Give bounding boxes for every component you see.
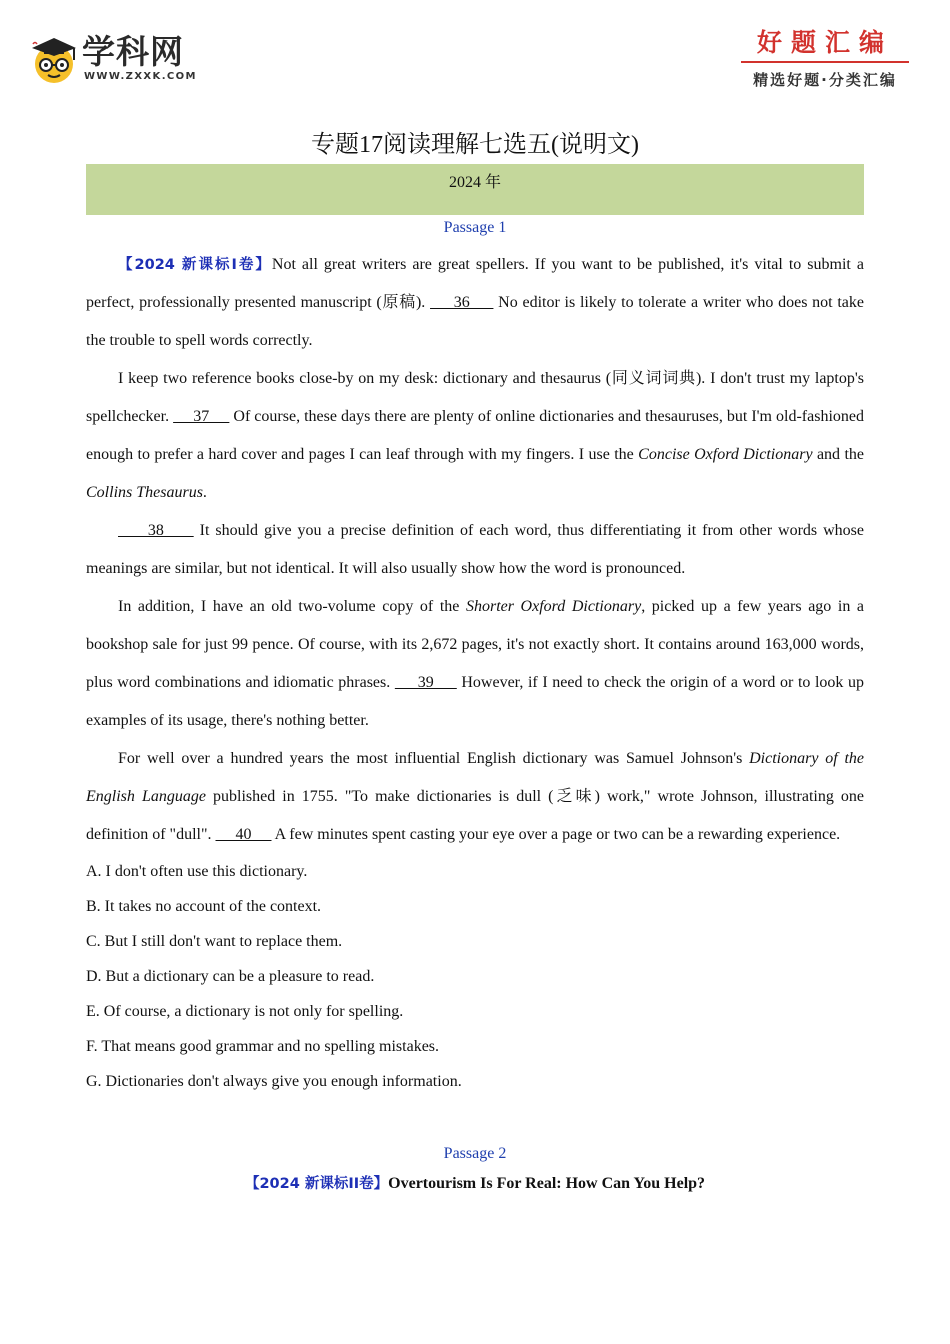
passage-2-title [86, 1166, 864, 1202]
option-e: E. Of course, a dictionary is not only for spelling. [86, 1003, 404, 1020]
text-run: , picked up a few years ago in a bookshop sale for just 99 pence. Of course, with its 2,672 pages, it's not exactly short. It contains around 163,000 words, plus word combinations and idiomatic phrases. [86, 598, 865, 691]
exam-source-tag: 【2024 新课标Ⅰ卷】 [118, 257, 272, 273]
blank-40: 40 [215, 826, 272, 843]
year-band [86, 164, 864, 215]
text-run: published in 1755. "To make dictionaries is dull (乏味) work," wrote Johnson, illustrating one definition of "dull". [86, 788, 864, 843]
option-g: G. Dictionaries don't always give you enough information. [86, 1073, 462, 1090]
book-title: Dictionary of the English Language [86, 750, 865, 805]
blank-38: 38 [118, 522, 194, 539]
passage-2-title-text: Overtourism Is For Real: How Can You Help? [388, 1175, 706, 1192]
year-label: 2024 年 [448, 174, 501, 191]
text-run: For well over a hundred years the most influential English dictionary was Samuel Johnson's [118, 750, 750, 767]
logo-name: 学科网 [82, 32, 184, 71]
blank-37: 37 [173, 408, 230, 425]
passage-1-paragraph-4 [86, 588, 864, 740]
text-run: Not all great writers are great spellers. If you want to be published, it's vital to submit a perfect, professionally presented manuscript (原稿). [86, 256, 864, 311]
text-run: In addition, I have an old two-volume copy of the [118, 598, 466, 615]
text-run: . [202, 484, 207, 501]
blank-39: 39 [394, 674, 457, 691]
logo-url: WWW.ZXXK.COM [84, 71, 197, 82]
text-run: Of course, these days there are plenty of online dictionaries and thesauruses, but I'm old-fashioned enough to prefer a hard cover and pages I can leaf through with my fingers. I use the [86, 408, 865, 463]
option-c: C. But I still don't want to replace them. [86, 933, 343, 950]
text-run: It should give you a precise definition of each word, thus differentiating it from other words whose meanings are similar, but not identical. It will also usually show how the word is pronounced. [86, 522, 864, 577]
brand-divider [741, 61, 909, 63]
text-run: No editor is likely to tolerate a writer who does not take the trouble to spell words correctly. [86, 294, 864, 349]
option-a: A. I don't often use this dictionary. [86, 863, 308, 880]
brand-subtitle: 精选好题·分类汇编 [753, 71, 897, 89]
book-title: Collins Thesaurus [86, 484, 203, 501]
exam-source-tag: 【2024 新课标ⅠⅠ卷】 [244, 1176, 389, 1192]
passage-1-paragraph-2 [86, 360, 864, 512]
document-body [86, 216, 864, 1202]
book-title: Concise Oxford Dictionary [638, 446, 813, 463]
passage-1-heading: Passage 1 [443, 219, 507, 236]
passage-1-paragraph-3 [86, 512, 864, 588]
mascot-face-icon [30, 34, 78, 84]
text-run: and the [812, 446, 864, 463]
answer-options [86, 854, 864, 1099]
text-run: I keep two reference books close-by on my desk: dictionary and thesaurus (同义词词典). I don't trust my laptop's spellchecker. [86, 370, 864, 425]
text-run: However, if I need to check the origin of a word or to look up examples of its usage, there's nothing better. [86, 674, 865, 729]
passage-1-paragraph-5 [86, 740, 864, 854]
text-run: A few minutes spent casting your eye over a page or two can be a rewarding experience. [271, 826, 841, 843]
blank-36: 36 [430, 294, 494, 311]
passage-2-heading: Passage 2 [443, 1145, 507, 1162]
option-b: B. It takes no account of the context. [86, 898, 322, 915]
option-d: D. But a dictionary can be a pleasure to read. [86, 968, 375, 985]
option-f: F. That means good grammar and no spelling mistakes. [86, 1038, 440, 1055]
brand-title: 好题汇编 [756, 28, 893, 57]
zxxk-logo [30, 28, 210, 90]
brand-block [735, 26, 915, 96]
page-title: 专题17阅读理解七选五(说明文) [311, 132, 639, 158]
passage-1-paragraph-1 [86, 246, 864, 360]
book-title: Shorter Oxford Dictionary [465, 598, 642, 615]
